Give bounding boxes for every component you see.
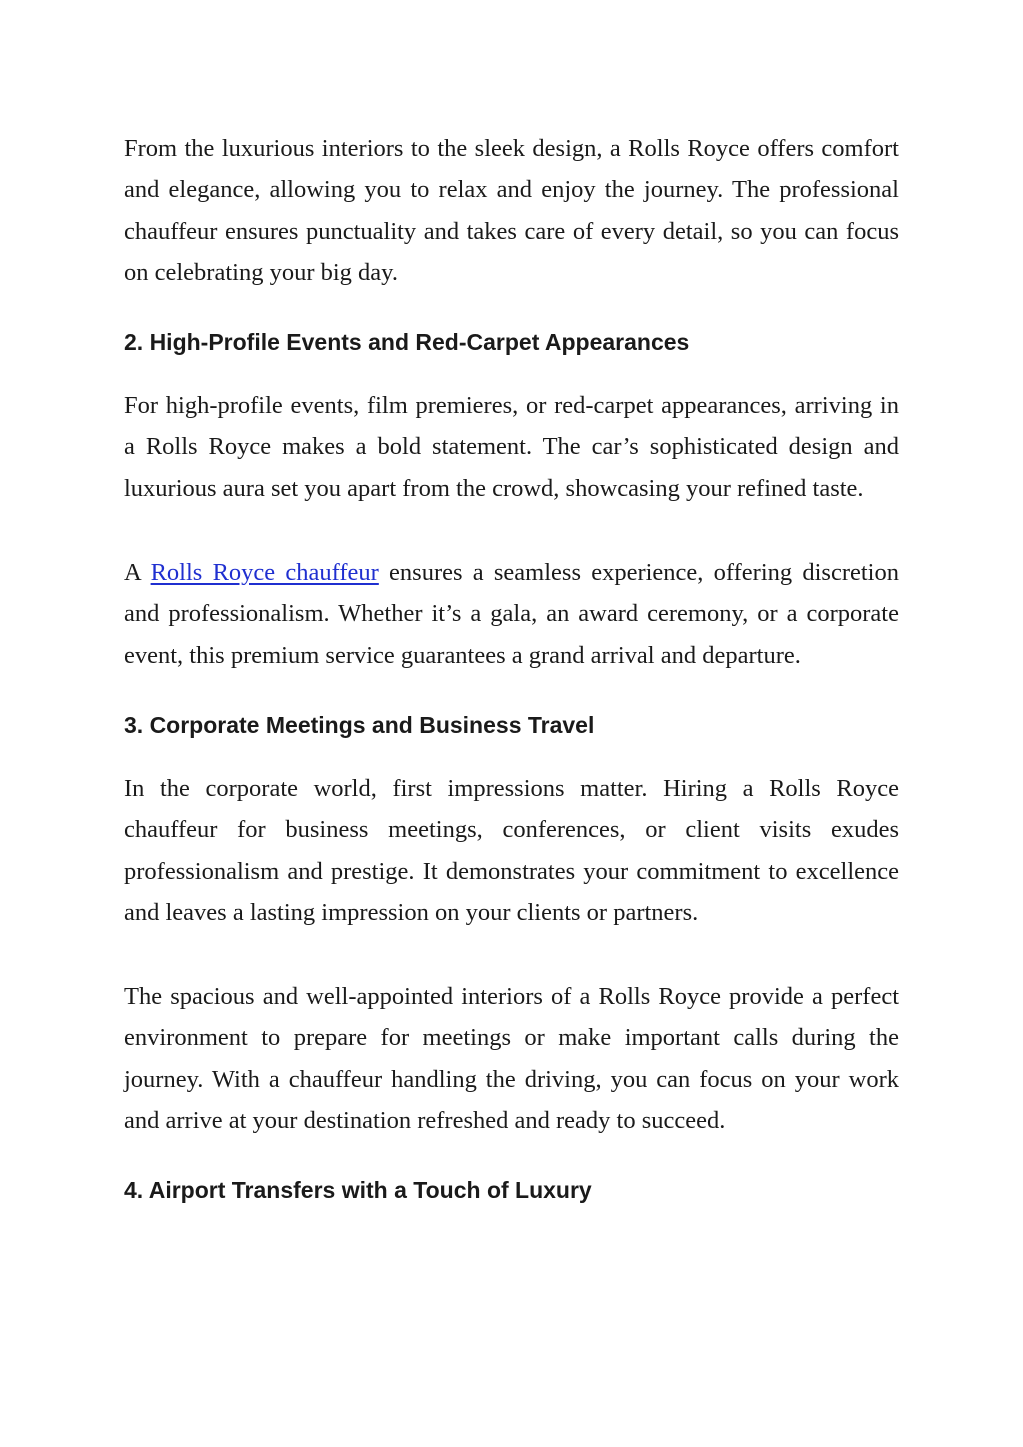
paragraph-prefix: A [124,559,151,587]
paragraph-corporate-impressions: In the corporate world, first impressions matter. Hiring a Rolls Royce chauffeur for business meetings, conferences, or client visits exudes professionalism and prestige. It demonstrates your commitment to excellence and leaves a lasting impression on your clients or partners. [124,774,899,926]
paragraph-wedding-comfort: From the luxurious interiors to the sleek design, a Rolls Royce offers comfort and elegance, allowing you to relax and enjoy the journey. The professional chauffeur ensures punctuality and takes care of every detail, so you can focus on celebrating your big day. [124,135,899,286]
heading-airport-transfers: 4. Airport Transfers with a Touch of Luxury [124,1177,592,1204]
paragraph-spacious-interiors: The spacious and well-appointed interiors of a Rolls Royce provide a perfect environment to prepare for meetings or make important calls during the journey. With a chauffeur handling the driving, you can focus on your work and arrive at your destination refreshed and ready to succeed. [124,983,899,1135]
document-content [124,128,899,1204]
paragraph-chauffeur-link [124,552,899,676]
paragraph-high-profile-events: For high-profile events, film premieres, or red-carpet appearances, arriving in a Rolls Royce makes a bold statement. The car’s sophisticated design and luxurious aura set you apart from the crowd, showcasing your refined taste. [124,392,899,502]
paragraph-suffix: ensures a seamless experience, offering discretion and professionalism. Whether it’s a gala, an award ceremony, or a corporate event, this premium service guarantees a grand arrival and departure. [124,559,899,669]
heading-high-profile-events: 2. High-Profile Events and Red-Carpet Appearances [124,329,690,356]
rolls-royce-chauffeur-link[interactable]: Rolls Royce chauffeur [150,559,379,587]
heading-corporate-meetings: 3. Corporate Meetings and Business Travel [124,711,595,738]
